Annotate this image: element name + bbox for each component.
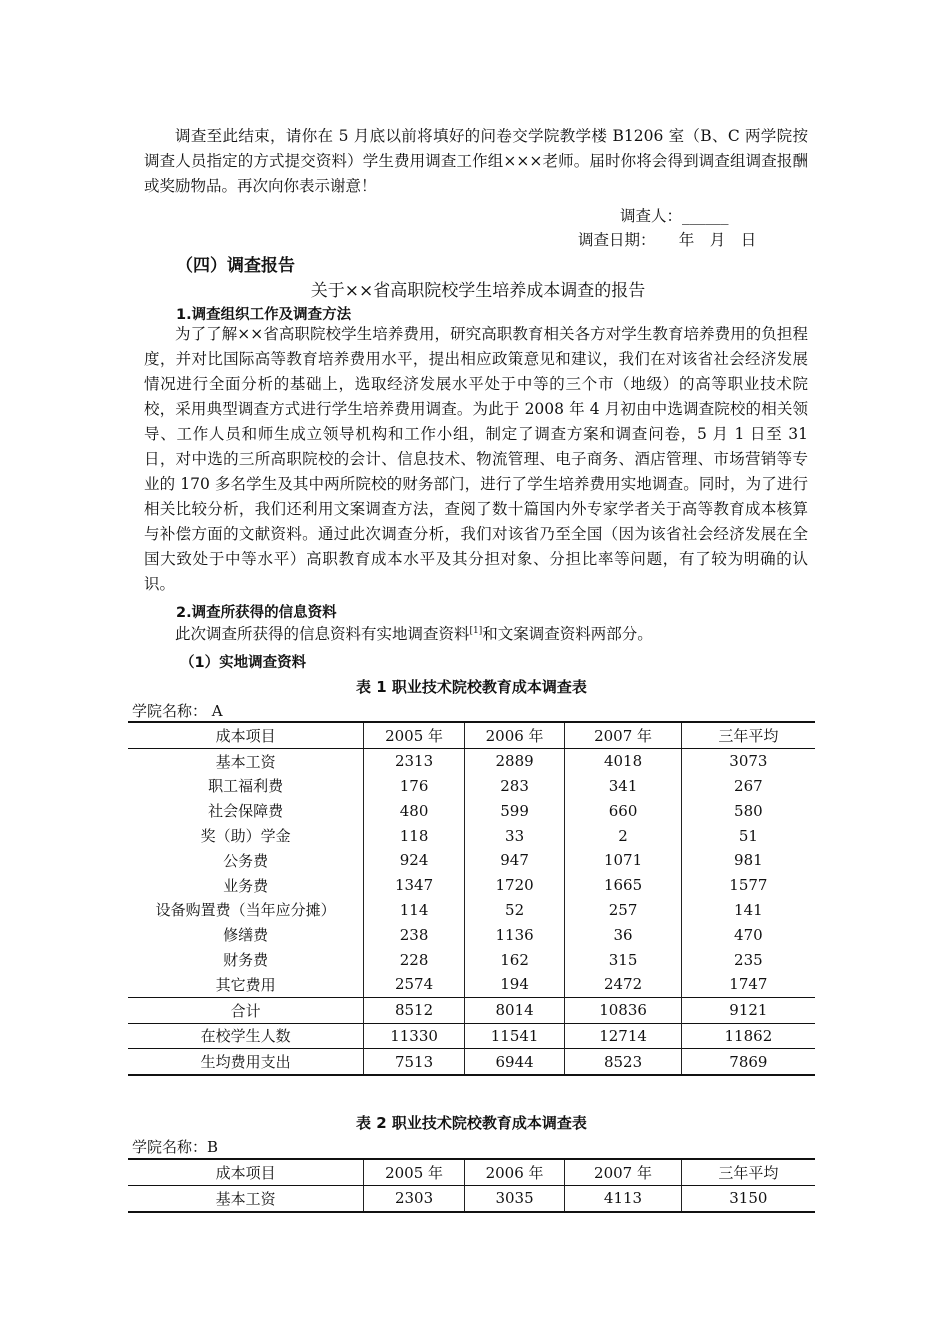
table-cell: 283 — [464, 774, 565, 799]
table-cell: 660 — [565, 798, 681, 823]
table-cell: 176 — [364, 774, 465, 799]
header-cell: 2005 年 — [364, 1159, 465, 1185]
table-row — [128, 748, 815, 773]
table-cell: 其它费用 — [128, 972, 364, 997]
header-cell: 三年平均 — [681, 722, 815, 748]
table-header-row — [128, 722, 815, 748]
subsection-2-1-title: （1）实地调查资料 — [180, 655, 307, 671]
table-total-row — [128, 997, 815, 1023]
table-cell: 2313 — [364, 748, 465, 773]
table-row — [128, 873, 815, 898]
table-cell: 981 — [734, 851, 763, 870]
table-cell: 52 — [464, 898, 565, 923]
table2-college-name: 学院名称：B — [132, 1138, 219, 1156]
table-header-row — [128, 1159, 815, 1185]
table-cell: 51 — [738, 826, 758, 845]
table-cell: 580 — [734, 801, 763, 820]
header-cell: 2007 年 — [565, 1159, 681, 1185]
table-cell: 141 — [734, 900, 763, 919]
table-cell: 235 — [734, 950, 763, 969]
subsection-2-paragraph: 此次调查所获得的信息资料有实地调查资料[1]和文案调查资料两部分。 — [175, 625, 653, 643]
table-cell: 基本工资 — [128, 1185, 364, 1211]
table-cell: 1720 — [464, 873, 565, 898]
table-row — [128, 1185, 815, 1211]
table-cell: 315 — [565, 947, 681, 972]
table-cell: 1136 — [464, 922, 565, 947]
table-cell: 118 — [364, 823, 465, 848]
investigator-line: 调查人：______ — [620, 207, 729, 225]
table-cell: 合计 — [128, 997, 364, 1023]
citation-ref[interactable]: [1] — [469, 625, 483, 636]
table-cell: 社会保障费 — [128, 798, 364, 823]
table-cell: 2472 — [565, 972, 681, 997]
header-cell: 2006 年 — [464, 1159, 565, 1185]
table2-caption: 表 2 职业技术院校教育成本调查表 — [356, 1114, 587, 1132]
subsection-2-title: 2.调查所获得的信息资料 — [176, 605, 337, 621]
table-cell: 33 — [464, 823, 565, 848]
table1-college-name: 学院名称： A — [132, 702, 223, 720]
table-per-student-row — [128, 1049, 815, 1075]
table-cell: 职工福利费 — [128, 774, 364, 799]
table2 — [128, 1158, 815, 1213]
table-cell: 公务费 — [128, 848, 364, 873]
table-cell: 114 — [364, 898, 465, 923]
header-cell: 成本项目 — [128, 1159, 364, 1185]
table-cell: 3035 — [464, 1185, 565, 1211]
table-cell: 1071 — [565, 848, 681, 873]
table-cell: 599 — [464, 798, 565, 823]
header-cell: 成本项目 — [128, 722, 364, 748]
table1 — [128, 721, 815, 1076]
header-cell: 2006 年 — [464, 722, 565, 748]
table-cell: 2574 — [364, 972, 465, 997]
table-cell: 1577 — [729, 876, 768, 895]
table-cell: 3150 — [681, 1185, 815, 1211]
table-cell: 2303 — [364, 1185, 465, 1211]
table-cell: 470 — [734, 925, 763, 944]
table1-caption: 表 1 职业技术院校教育成本调查表 — [356, 678, 587, 696]
header-cell: 2005 年 — [364, 722, 465, 748]
table-cell: 奖（助）学金 — [128, 823, 364, 848]
table-cell: 924 — [364, 848, 465, 873]
table-cell: 257 — [565, 898, 681, 923]
table-cell: 7513 — [364, 1049, 465, 1075]
table-cell: 11541 — [464, 1023, 565, 1049]
table-row — [128, 823, 815, 848]
table-cell: 228 — [364, 947, 465, 972]
table-cell: 11330 — [364, 1023, 465, 1049]
table-cell: 1665 — [565, 873, 681, 898]
header-cell: 2007 年 — [565, 722, 681, 748]
table-cell: 341 — [565, 774, 681, 799]
table-row — [128, 898, 815, 923]
table-cell: 设备购置费（当年应分摊） — [128, 898, 364, 923]
report-title: 关于××省高职院校学生培养成本调查的报告 — [310, 281, 646, 301]
table-cell: 9121 — [681, 997, 815, 1023]
table-cell: 36 — [565, 922, 681, 947]
table-cell: 2 — [565, 823, 681, 848]
table-cell: 2889 — [464, 748, 565, 773]
survey-date-line: 调查日期： 年 月 日 — [578, 231, 757, 249]
table-cell: 480 — [364, 798, 465, 823]
table-cell: 11862 — [681, 1023, 815, 1049]
table-cell: 4113 — [565, 1185, 681, 1211]
table-cell: 业务费 — [128, 873, 364, 898]
table-cell: 生均费用支出 — [128, 1049, 364, 1075]
table-cell: 8014 — [464, 997, 565, 1023]
table-students-row — [128, 1023, 815, 1049]
header-cell: 三年平均 — [681, 1159, 815, 1185]
table-cell: 194 — [464, 972, 565, 997]
table-cell: 12714 — [565, 1023, 681, 1049]
table-cell: 10836 — [565, 997, 681, 1023]
table-row — [128, 774, 815, 799]
table-cell: 3073 — [729, 752, 768, 771]
table-cell: 267 — [734, 776, 763, 795]
table-cell: 8523 — [565, 1049, 681, 1075]
table-cell: 7869 — [681, 1049, 815, 1075]
table-cell: 4018 — [565, 748, 681, 773]
closing-paragraph: 调查至此结束，请你在 5 月底以前将填好的问卷交学院教学楼 B1206 室（B、C 两学院按调查人员指定的方式提交资料）学生费用调查工作组×××老师。届时你将会得到调查组调查报酬或奖励物品。再次向你表示谢意！ — [144, 127, 808, 195]
subsection-1-paragraph: 为了了解××省高职院校学生培养费用，研究高职教育相关各方对学生教育培养费用的负担程度，并对比国际高等教育培养费用水平，提出相应政策意见和建议，我们在对该省社会经济发展情况进行全面分析的基础上，选取经济发展水平处于中等的三个市（地级）的高等职业技术院校，采用典型调查方式进行学生培养费用调查。为此于 2008 年 4 月初由中选调查院校的相关领导、工作人员和师生成立领导机构和工作小组，制定了调查方案和调查问卷，5 月 1 日至 31 日，对中选的三所高职院校的会计、信息技术、物流管理、电子商务、酒店管理、市场营销等专业的 170 多名学生及其中两所院校的财务部门，进行了学生培养费用实地调查。同时，为了进行相关比较分析，我们还利用文案调查方法，查阅了数十篇国内外专家学者关于高等教育成本核算与补偿方面的文献资料。通过此次调查分析，我们对该省乃至全国（因为该省社会经济发展在全国大致处于中等水平）高职教育成本水平及其分担对象、分担比率等问题，有了较为明确的认识。 — [144, 325, 808, 593]
subsection-1-title: 1.调查组织工作及调查方法 — [176, 307, 352, 323]
table-cell: 基本工资 — [128, 748, 364, 773]
section-heading: （四）调查报告 — [176, 256, 295, 276]
table-cell: 1347 — [364, 873, 465, 898]
table-row — [128, 972, 815, 997]
table-cell: 6944 — [464, 1049, 565, 1075]
table-cell: 947 — [464, 848, 565, 873]
table-cell: 在校学生人数 — [128, 1023, 364, 1049]
table-row — [128, 947, 815, 972]
table-row — [128, 848, 815, 873]
table-cell: 修缮费 — [128, 922, 364, 947]
table-cell: 财务费 — [128, 947, 364, 972]
table-row — [128, 798, 815, 823]
table-cell: 8512 — [364, 997, 465, 1023]
table-cell: 1747 — [729, 975, 768, 994]
table-row — [128, 922, 815, 947]
table-cell: 238 — [364, 922, 465, 947]
table-cell: 162 — [464, 947, 565, 972]
